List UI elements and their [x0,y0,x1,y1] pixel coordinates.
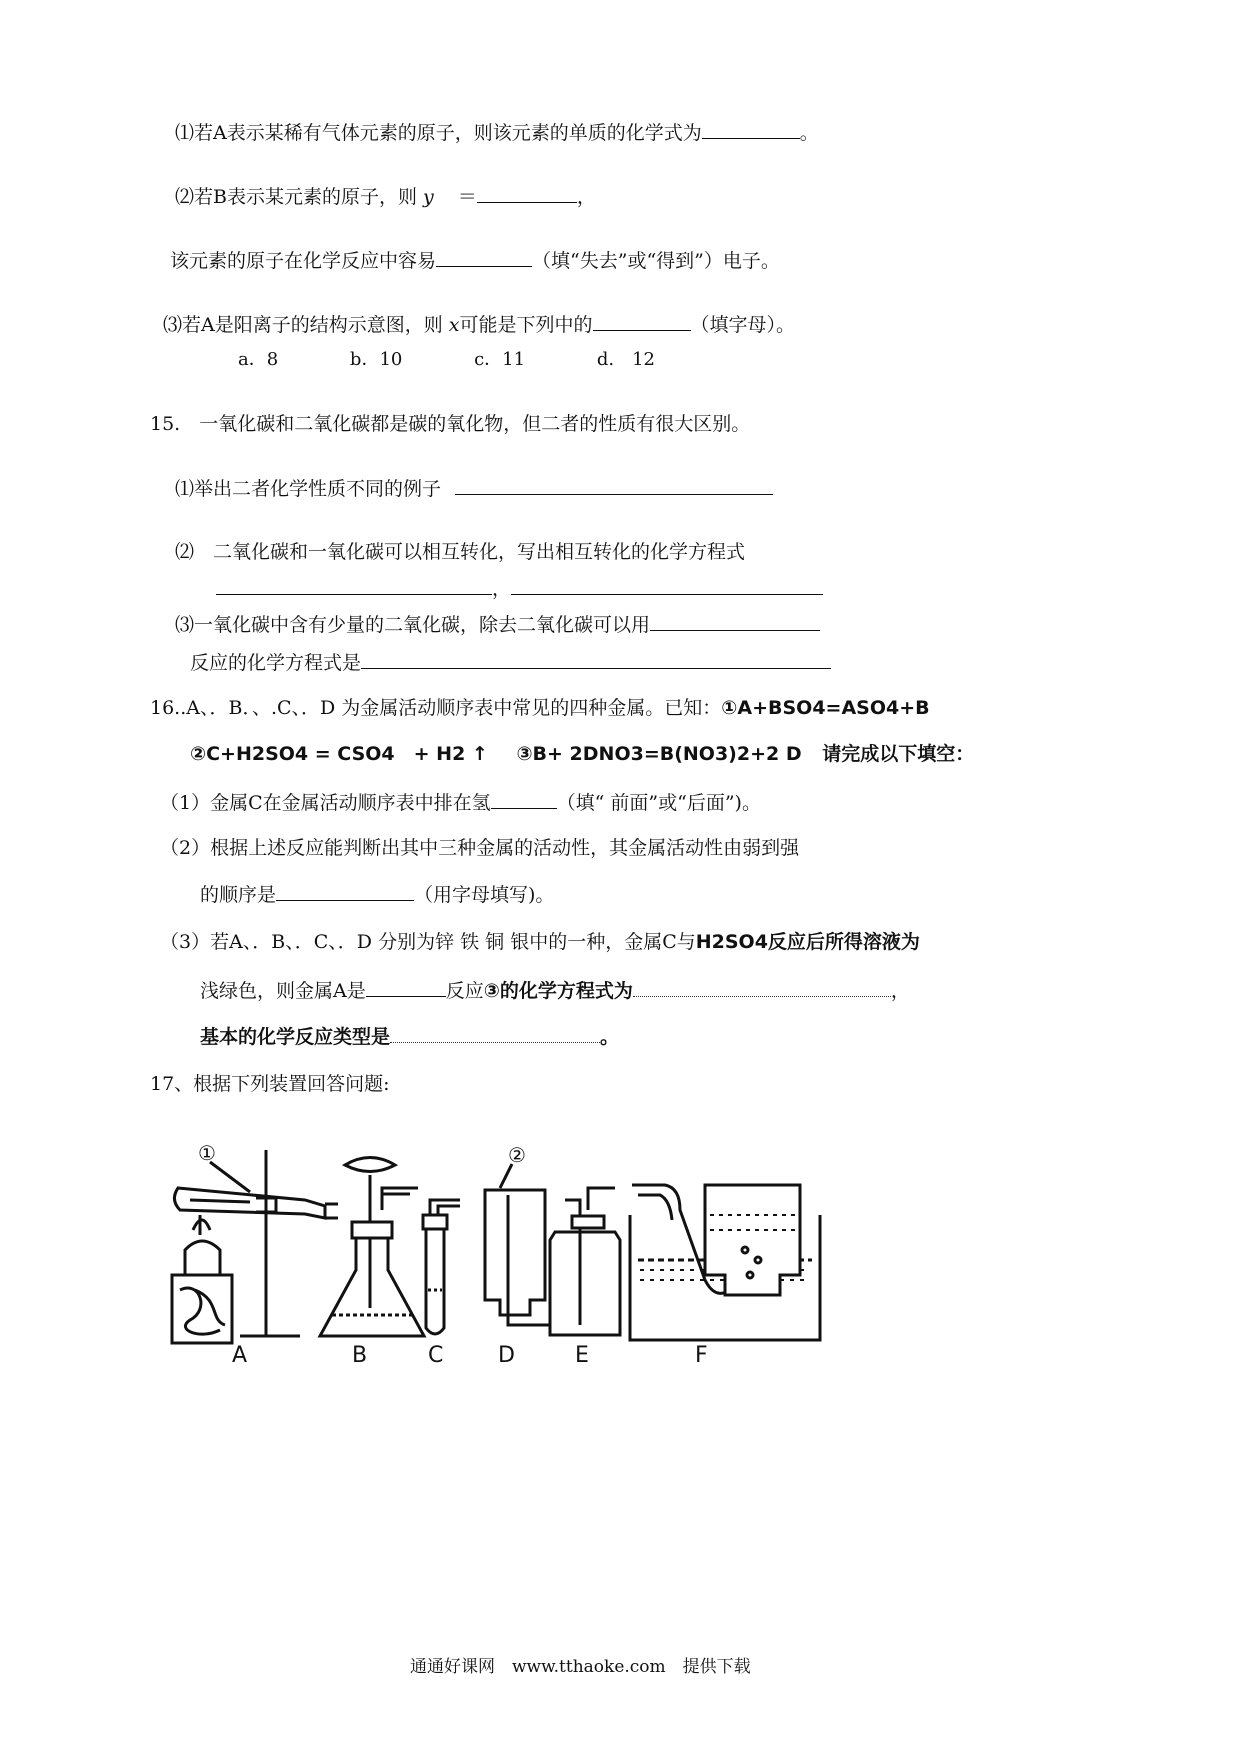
label-e: E [575,1343,589,1368]
label-c: C [428,1343,444,1368]
apparatus-d [485,1143,550,1325]
q16-part3b: 浅绿色，则金属A是 反应③的化学方程式为 ， [200,980,910,1002]
answer-blank[interactable] [361,650,831,669]
answer-blank[interactable] [491,790,557,809]
apparatus-figure [160,1140,1140,1400]
answer-blank[interactable] [593,312,691,331]
q16-part3c: 基本的化学反应类型是 。 [200,1026,620,1048]
answer-blank[interactable] [436,248,532,267]
apparatus-c [423,1200,460,1334]
label-f: F [695,1343,708,1368]
answer-blank[interactable] [477,184,577,203]
answer-blank[interactable] [216,576,492,595]
option-d[interactable]: d. 12 [596,349,655,370]
page-footer: 通通好课网 www.tthaoke.com 提供下载 [410,1657,751,1677]
q17-stem: 17、根据下列装置回答问题: [150,1073,390,1095]
answer-blank[interactable] [511,576,823,595]
answer-blank[interactable] [702,120,800,139]
q16-equations: ②C+H2SO4 = CSO4 + H2 ↑ ③B+ 2DNO3=B(NO3)2+2 D 请完成以下填空： [190,743,975,765]
q16-part3: （3）若A、．B、．C、．D 分别为锌 铁 铜 银中的一种，金属C与H2SO4反应后所得溶液为 [160,931,920,953]
option-b[interactable]: b．10 [349,349,403,370]
q15-part2: ⑵ 二氧化碳和一氧化碳可以相互转化，写出相互转化的化学方程式 [175,541,746,563]
q16-stem: 16..A、．B．、.C、．D 为金属活动顺序表中常见的四种金属。已知：①A+BSO4=ASO4+B [150,697,930,719]
apparatus-e [550,1188,620,1335]
q16-part1: （1）金属C在金属活动顺序表中排在氢 （填“ 前面”或“后面”)。 [160,792,761,814]
option-a[interactable]: a．8 [238,349,279,370]
q15-stem: 15. 一氧化碳和二氧化碳都是碳的氧化物，但二者的性质有很大区别。 [150,413,751,435]
q15-part1: ⑴举出二者化学性质不同的例子 [175,476,773,501]
q16-part2: （2）根据上述反应能判断出其中三种金属的活动性，其金属活动性由弱到强 [160,837,800,859]
label-d: D [498,1343,515,1368]
q15-part3: ⑶一氧化碳中含有少量的二氧化碳，除去二氧化碳可以用 [175,612,820,637]
option-c[interactable]: c．11 [474,349,526,370]
q14-part3: ⑶若A是阳离子的结构示意图，则 x可能是下列中的 （填字母）。 [163,314,796,336]
q14-options [238,348,721,372]
q14-part1: ⑴若A表示某稀有气体元素的原子，则该元素的单质的化学式为 。 [175,122,819,144]
answer-blank-dotted[interactable] [633,978,891,997]
label-b: B [352,1343,368,1368]
label-a: A [232,1343,248,1368]
answer-blank[interactable] [455,476,773,495]
apparatus-b [320,1158,424,1337]
marker-2: ② [508,1143,526,1167]
q14-part2b: 该元素的原子在化学反应中容易 （填“失去”或“得到”）电子。 [170,250,780,272]
apparatus-a [172,1141,338,1343]
q16-part2b: 的顺序是 （用字母填写)。 [200,884,555,906]
answer-blank[interactable] [366,978,446,997]
marker-1: ① [198,1141,216,1165]
answer-blank[interactable] [276,882,414,901]
q15-part2-answers: ， [216,576,823,601]
q14-part2: ⑵若B表示某元素的原子，则 y ＝ ， [175,186,596,208]
answer-blank[interactable] [650,612,820,631]
apparatus-f [630,1185,820,1340]
q15-part3b: 反应的化学方程式是 [190,650,831,675]
answer-blank-dotted[interactable] [390,1024,600,1043]
